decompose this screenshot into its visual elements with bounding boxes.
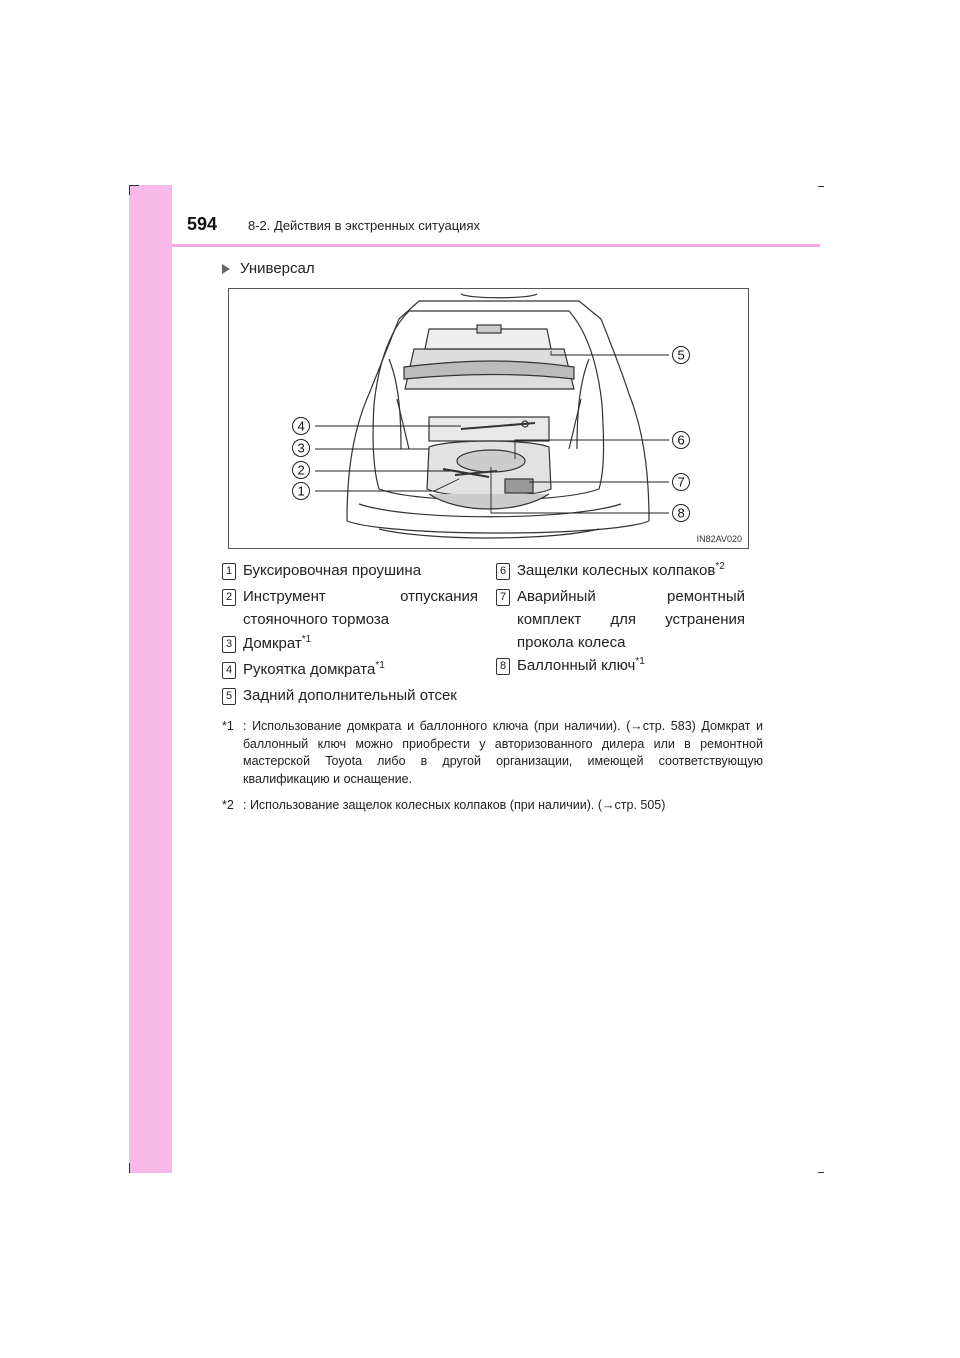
section-title: 8-2. Действия в экстренных ситуациях [248,218,480,233]
footnote-mark-1: *1 [222,719,234,733]
svg-text:7: 7 [677,474,685,490]
callout-2 [293,462,310,479]
svg-text:1: 1 [297,483,305,499]
legend-text-3: Домкрат$^{*1}$ [243,634,312,652]
footnote-mark-2: *2 [222,798,234,812]
callout-1 [293,483,310,500]
footnote-text-1: : Использование домкрата и баллонного ключа (при наличии). (→стр. 583) Домкрат и баллонный ключ можно приобрести у авторизованного дилера или в ремонтной мастерской Toyota либо в другой организации, имеющей соответствующую квалификацию и оснащение. [243,719,763,786]
legend-text-4: Рукоятка домкрата$^{*1}$ [243,660,385,678]
page-sidebar-tab [129,185,172,1173]
svg-text:4: 4 [297,418,305,434]
subtitle-text: Универсал [240,260,315,277]
legend-text-1: Буксировочная проушина [243,562,422,579]
page-number: 594 [187,214,218,234]
crop-mark [129,185,139,186]
svg-text:8: 8 [677,505,685,521]
crop-mark [818,1172,824,1173]
figure-code: IN82AV020 [696,534,742,544]
legend-badge-8: 8 [496,658,510,675]
header-rule [172,244,820,247]
callout-7 [673,474,690,491]
svg-text:6: 6 [677,432,685,448]
subtitle [222,260,315,277]
legend-badge-2: 2 [222,589,236,606]
triangle-bullet-icon [222,264,230,274]
legend-badge-1: 1 [222,563,236,580]
legend-badge-6: 6 [496,563,510,580]
crop-mark [129,185,130,195]
legend-text-8: Баллонный ключ$^{*1}$ [517,656,645,674]
crop-mark [129,1163,130,1173]
legend-text-6: Защелки колесных колпаков$^{*2}$ [517,561,725,579]
legend-badge-5: 5 [222,688,236,705]
trunk-illustration [228,288,749,549]
crop-mark [818,186,824,187]
svg-text:5: 5 [677,347,685,363]
legend-badge-4: 4 [222,662,236,679]
legend-text-7: Аварийный ремонтный комплект для устранения прокола колеса [517,588,745,651]
legend-text-5: Задний дополнительный отсек [243,687,457,704]
legend-badge-7: 7 [496,589,510,606]
callout-8 [673,505,690,522]
svg-text:2: 2 [297,462,305,478]
footnote-text-2: : Использование защелок колесных колпаков (при наличии). (→стр. 505) [243,798,666,812]
svg-text:3: 3 [297,440,305,456]
callout-6 [673,432,690,449]
callout-3 [293,440,310,457]
footnote-1 [222,718,767,790]
footnote-2 [222,797,767,817]
callout-4 [293,418,310,435]
callout-5 [673,347,690,364]
legend-badge-3: 3 [222,636,236,653]
legend-text-2: Инструмент отпускания стояночного тормоза [243,588,478,628]
car-trunk-drawing [229,289,750,550]
